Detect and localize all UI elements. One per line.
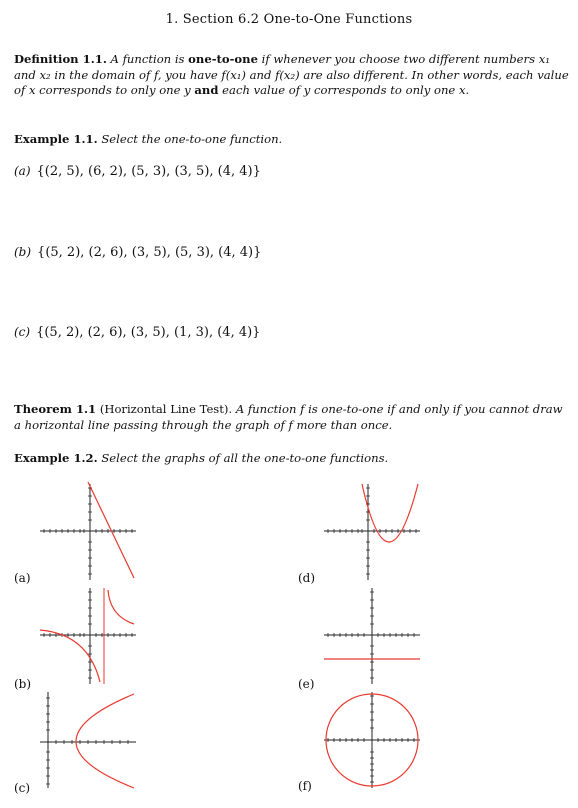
definition-text-2: if whenever you choose two different numbers [261,52,536,66]
graph-label-d: (d) [298,571,316,585]
graph-curve [362,484,418,542]
graph-axes [40,484,136,580]
example-1-heading [14,132,569,148]
definition-text-3: x₁ and x₂ in the domain of f, you have f(x₁) and f(x₂) are also different. In other words, [14,52,550,82]
example-2-heading [14,451,569,467]
graph-c [38,690,138,790]
definition-and: and [194,83,219,97]
graph-axes [324,588,420,684]
example-2-label: Example 1.2. [14,451,98,465]
set-option-tag: (a) [14,164,31,178]
theorem-name: (Horizontal Line Test). [99,402,233,416]
graph-axes [324,692,420,788]
set-option-b [14,245,261,260]
example-1-prompt: Select the one-to-one function. [101,132,283,146]
definition-block [14,52,569,99]
graph-label-e: (e) [298,677,315,691]
graph-label-a: (a) [14,571,31,585]
graph-f [322,690,422,790]
example-1-label: Example 1.1. [14,132,98,146]
definition-text-4: each value of x corresponds to only one y [14,67,569,97]
graph-curve [88,482,134,578]
graph-label-f: (f) [298,779,312,793]
definition-label: Definition 1.1. [14,52,107,66]
set-option-tag: (b) [14,245,32,259]
example-2-prompt: Select the graphs of all the one-to-one functions. [101,451,389,465]
set-option-value: {(5, 2), (2, 6), (3, 5), (1, 3), (4, 4)} [36,325,261,340]
definition-term: one-to-one [188,52,258,66]
graph-d [322,482,422,582]
graph-curve [108,590,134,624]
definition-text-1: A function is [110,52,185,66]
set-option-c [14,325,260,340]
theorem-text-2: draw a horizontal line passing through the graph of f more than once. [14,402,563,432]
graph-label-b: (b) [14,677,32,691]
graph-e [322,586,422,686]
section-header: 1. Section 6.2 One-to-One Functions [165,12,413,27]
definition-text-5: each value of y corresponds to only one x. [222,83,470,97]
graph-curve [76,694,134,788]
graph-curve [40,630,100,682]
graph-axes [40,692,136,788]
set-option-value: {(2, 5), (6, 2), (5, 3), (3, 5), (4, 4)} [36,164,261,179]
graph-a [38,482,138,582]
set-option-tag: (c) [14,325,31,339]
graph-b [38,586,138,686]
set-option-value: {(5, 2), (2, 6), (3, 5), (5, 3), (4, 4)} [37,245,262,260]
theorem-text-1: A function f is one-to-one if and only if you cannot [235,402,530,416]
graph-axes [324,484,420,580]
theorem-block [14,402,569,433]
set-option-a [14,164,261,179]
graph-label-c: (c) [14,781,31,795]
theorem-label: Theorem 1.1 [14,402,97,416]
graph-axes [40,588,136,684]
